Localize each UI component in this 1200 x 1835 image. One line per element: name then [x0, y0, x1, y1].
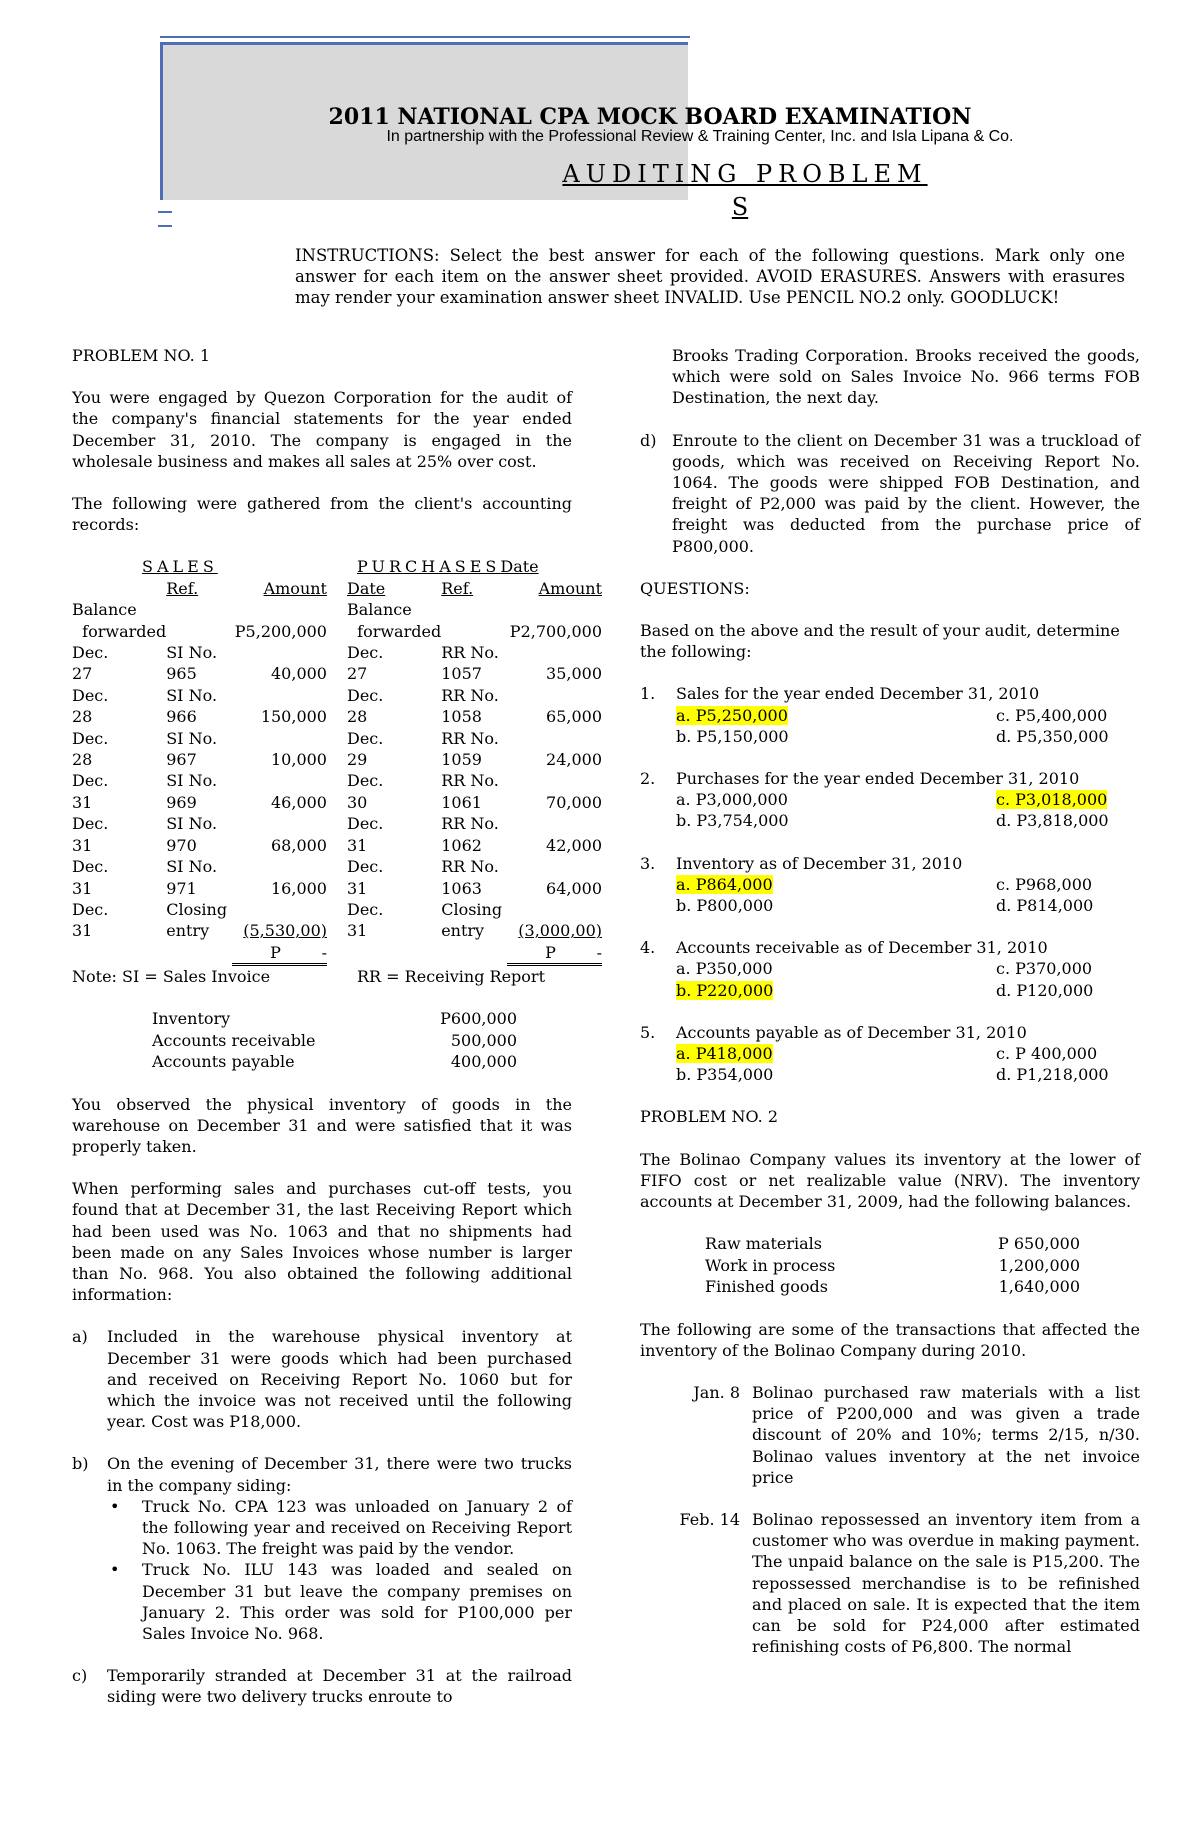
purchases-cell: RR No. [441, 857, 499, 877]
problem1-intro: You were engaged by Quezon Corporation for the audit of the company's financial statements for the year ended December 31, 2010. The company is engaged in the wholesale business and makes all sales at 25% over cost. [72, 388, 572, 471]
transaction-date: Feb. 14 [679, 1509, 740, 1529]
purchases-heading: PURCHASES [356, 557, 501, 577]
balance-row [705, 1233, 1080, 1254]
item-a-label: a) [72, 1327, 88, 1347]
ledger-row [72, 706, 602, 727]
question-text: Sales for the year ended December 31, 2010 [676, 684, 1040, 704]
answer-option-a: a. P5,250,000 [676, 705, 788, 725]
balances-table [152, 1008, 517, 1072]
ledger-rows [72, 599, 602, 964]
question-number: 1. [640, 684, 656, 704]
sales-cell: P5,200,000 [234, 621, 327, 641]
answer-option-a: a. P864,000 [676, 874, 773, 894]
balance-value: P600,000 [440, 1009, 517, 1029]
balance-value: 1,640,000 [998, 1277, 1080, 1297]
balance-value: 400,000 [450, 1052, 517, 1072]
sales-cell: entry [166, 921, 210, 941]
ledger-row [72, 663, 602, 684]
purchases-cell [507, 685, 602, 706]
sales-cell: Dec. [72, 728, 109, 748]
item-d [640, 430, 1140, 557]
balance-row [152, 1051, 517, 1072]
sales-cell: 967 [166, 750, 197, 770]
sales-cell: (5,530,00) [243, 921, 327, 941]
header-dash [158, 225, 172, 227]
purchases-cell [507, 856, 602, 877]
sales-cell: 150,000 [260, 707, 327, 727]
purchases-cell: Dec. [346, 814, 384, 834]
balance-row [152, 1030, 517, 1051]
problem1-heading: PROBLEM NO. 1 [72, 346, 210, 365]
sales-cell: 28 [72, 750, 93, 770]
ledger-row [72, 856, 602, 877]
purchases-cell: 1061 [441, 792, 482, 812]
sales-cell: 68,000 [271, 835, 327, 855]
purchases-cell: 28 [346, 707, 368, 727]
sales-amount-heading: Amount [263, 578, 327, 598]
sales-cell [232, 599, 327, 620]
sales-cell [166, 942, 231, 965]
question-number: 5. [640, 1022, 656, 1042]
sales-cell: 16,000 [271, 878, 327, 898]
purchases-cell [507, 770, 602, 791]
sales-cell: 28 [72, 707, 93, 727]
sales-cell: 969 [166, 792, 197, 812]
ledger-row [72, 813, 602, 834]
balance-value: P 650,000 [997, 1234, 1080, 1254]
purchases-cell [507, 728, 602, 749]
purchases-cell [507, 599, 602, 620]
sales-cell: 965 [166, 664, 197, 684]
ledger-row [72, 685, 602, 706]
sales-cell: SI No. [166, 771, 218, 791]
purchases-cell: 27 [346, 664, 368, 684]
balance-label: Accounts receivable [152, 1030, 316, 1050]
questions-intro: Based on the above and the result of your audit, determine the following: [640, 621, 1120, 662]
ledger-row [72, 942, 602, 965]
answer-option-c: c. P968,000 [996, 874, 1093, 894]
sales-cell: 31 [72, 835, 93, 855]
ledger-row [72, 642, 602, 663]
purchases-cell [507, 642, 602, 663]
purchases-cell: 1059 [441, 750, 482, 770]
sales-cell: 40,000 [271, 664, 327, 684]
answer-option-a: a. P3,000,000 [676, 790, 788, 810]
ledger-row [72, 899, 602, 920]
purchases-cell: 1057 [441, 664, 482, 684]
sales-cell: 970 [166, 835, 197, 855]
purchases-cell [507, 899, 602, 920]
ledger-row [72, 792, 602, 813]
answer-option-d: d. P5,350,000 [996, 726, 1109, 746]
sales-cell: Dec. [72, 771, 109, 791]
question-item [640, 683, 1140, 747]
answer-option-a: a. P418,000 [676, 1044, 773, 1064]
item-b-bullet: • Truck No. ILU 143 was loaded and sealed on December 31 but leave the company premises on January 2. This order was sold for P100,000 per Sales Invoice No. 968. [142, 1559, 572, 1644]
sales-cell: Closing [166, 899, 228, 919]
problem1-gathered: The following were gathered from the client's accounting records: [72, 494, 572, 535]
sales-cell: Dec. [72, 685, 109, 705]
question-number: 3. [640, 853, 656, 873]
transaction-text: Bolinao purchased raw materials with a list price of P200,000 and was given a trade discount of 20% and 10%; terms 2/15, n/30. Bolinao values inventory at the net invoice price [752, 1382, 1140, 1487]
purchases-cell: Dec. [346, 685, 384, 705]
sales-cell [72, 942, 166, 965]
answer-option-c: c. P370,000 [996, 959, 1093, 979]
answer-option-c: c. P 400,000 [996, 1044, 1098, 1064]
answer-option-b: b. P220,000 [676, 980, 774, 1000]
question-item [640, 937, 1140, 1001]
purchases-cell: 30 [346, 792, 368, 812]
item-d-label: d) [640, 430, 657, 450]
purchases-cell: 1062 [441, 835, 482, 855]
answer-option-c: c. P5,400,000 [996, 705, 1108, 725]
item-a [72, 1326, 572, 1432]
purchases-cell: P2,700,000 [509, 621, 602, 641]
purchases-cell [441, 599, 506, 620]
sales-cell: 27 [72, 664, 93, 684]
ledger-row [72, 749, 602, 770]
sales-cell: 31 [72, 921, 93, 941]
balance-label: Work in process [705, 1255, 836, 1275]
question-text: Accounts payable as of December 31, 2010 [676, 1022, 1027, 1042]
right-column [640, 345, 1140, 1657]
purchases-cell: 70,000 [546, 792, 602, 812]
purchases-cell: 31 [346, 878, 368, 898]
question-item [640, 1022, 1140, 1086]
question-number: 4. [640, 938, 656, 958]
item-c-text: Temporarily stranded at December 31 at the railroad siding were two delivery trucks enroute to [107, 1666, 572, 1707]
problem1-column [72, 345, 602, 1708]
purchases-cell: RR No. [441, 728, 499, 748]
purchases-cell: 31 [346, 921, 368, 941]
sales-cell: SI No. [166, 728, 218, 748]
purchases-cell: Dec. [346, 899, 384, 919]
balance-label: Raw materials [705, 1234, 822, 1254]
transaction-item [640, 1509, 1140, 1657]
question-text: Accounts receivable as of December 31, 2010 [676, 938, 1048, 958]
ledger-row [72, 835, 602, 856]
question-number: 2. [640, 769, 656, 789]
item-b [72, 1453, 572, 1644]
sales-cell [166, 621, 231, 642]
item-b-label: b) [72, 1454, 89, 1474]
answer-option-a: a. P350,000 [676, 959, 773, 979]
sales-cell: Balance [72, 600, 137, 620]
purchases-cell: Dec. [346, 643, 384, 663]
questions-list [640, 683, 1140, 1085]
sales-cell: Dec. [72, 643, 109, 663]
ledger-row [72, 728, 602, 749]
sales-cell [166, 599, 231, 620]
subject-heading-cont: S [731, 193, 749, 221]
answer-option-d: d. P3,818,000 [996, 811, 1109, 831]
item-b-bullet: • Truck No. CPA 123 was unloaded on January 2 of the following year and received on Receiving Report No. 1063. The freight was paid by the vendor. [142, 1496, 572, 1560]
ledger-row [72, 621, 602, 642]
balance-value: 1,200,000 [998, 1255, 1080, 1275]
purchases-cell: Dec. [346, 728, 384, 748]
purchases-cell: P - [507, 942, 602, 965]
sales-cell [232, 728, 327, 749]
question-text: Purchases for the year ended December 31, 2010 [676, 769, 1080, 789]
sales-cell [232, 856, 327, 877]
problem2-intro: The Bolinao Company values its inventory at the lower of FIFO cost or net realizable value (NRV). The inventory accounts at December 31, 2009, had the following balances. [640, 1149, 1140, 1212]
purchases-cell [507, 813, 602, 834]
purchases-cell: forwarded [346, 621, 442, 641]
sales-cell: 971 [166, 878, 197, 898]
purchases-cell: 42,000 [546, 835, 602, 855]
subject-heading: AUDITING PROBLEM [562, 160, 928, 188]
item-c-continued: Brooks Trading Corporation. Brooks received the goods, which were sold on Sales Invoice No. 966 terms FOB Destination, the next day. [672, 346, 1140, 408]
sales-cell: forwarded [72, 621, 167, 641]
purchases-cell: 35,000 [546, 664, 602, 684]
sales-cell: Dec. [72, 857, 109, 877]
questions-heading: QUESTIONS: [640, 578, 750, 598]
transaction-text: Bolinao repossessed an inventory item from a customer who was overdue in making payment. The unpaid balance on the sale is P15,200. The repossessed merchandise is to be refinished and placed on sale. It is expected that the item can be sold for P24,000 after estimated refinishing costs of P6,800. The normal [752, 1509, 1140, 1657]
observed-paragraph: You observed the physical inventory of goods in the warehouse on December 31 and were satisfied that it was properly taken. [72, 1094, 572, 1156]
question-item [640, 768, 1140, 832]
question-item [640, 853, 1140, 917]
purchases-cell: RR No. [441, 685, 499, 705]
ledger-row [72, 599, 602, 620]
header-rule [160, 36, 690, 38]
sales-cell [232, 770, 327, 791]
instructions: INSTRUCTIONS: Select the best answer for each of the following questions. Mark only one answer for each item on the answer sheet provided. AVOID ERASURES. Answers with erasures may render your examination answer sheet INVALID. Use PENCIL NO.2 only. GOODLUCK! [295, 246, 1125, 307]
answer-option-d: d. P120,000 [996, 980, 1094, 1000]
question-text: Inventory as of December 31, 2010 [676, 853, 963, 873]
item-c-label: c) [72, 1666, 88, 1686]
answer-option-b: b. P3,754,000 [676, 811, 789, 831]
sales-cell: 31 [72, 792, 93, 812]
purchases-cell: 31 [346, 835, 368, 855]
item-b-text: On the evening of December 31, there were two trucks in the company siding: [107, 1454, 572, 1495]
purchases-cell [441, 621, 506, 642]
ledger-row [72, 878, 602, 899]
sales-cell [232, 813, 327, 834]
ledger-row [72, 920, 602, 941]
sales-cell: P - [232, 942, 327, 965]
sales-cell: 10,000 [271, 750, 327, 770]
balance-label: Accounts payable [152, 1052, 295, 1072]
purchases-cell: RR No. [441, 814, 499, 834]
ledger-note [72, 966, 572, 987]
purchases-cell: RR No. [441, 643, 499, 663]
ledger-row [72, 770, 602, 791]
sales-cell: SI No. [166, 643, 218, 663]
balance-row [705, 1255, 1080, 1276]
purchases-cell: 29 [346, 750, 368, 770]
ledger-table [72, 556, 602, 966]
balance-value: 500,000 [450, 1030, 517, 1050]
balance-row [152, 1008, 517, 1029]
exam-title: 2011 NATIONAL CPA MOCK BOARD EXAMINATION [328, 104, 972, 130]
balance-label: Inventory [152, 1009, 231, 1029]
purchases-cell: (3,000,00) [518, 921, 602, 941]
sales-heading: SALES [142, 557, 218, 577]
answer-option-d: d. P1,218,000 [996, 1065, 1109, 1085]
sales-cell: 31 [72, 878, 93, 898]
purchases-cell [327, 942, 441, 965]
sales-cell [232, 642, 327, 663]
purchases-cell [441, 942, 506, 965]
answer-option-b: b. P800,000 [676, 896, 774, 916]
date-heading-top: Date [500, 557, 539, 577]
answer-option-b: b. P5,150,000 [676, 726, 789, 746]
sales-cell: 46,000 [271, 792, 327, 812]
purchases-cell: 1063 [441, 878, 482, 898]
sales-cell: Dec. [72, 814, 109, 834]
purchases-cell: Closing [441, 899, 503, 919]
sales-cell: SI No. [166, 814, 218, 834]
purchases-cell: Balance [346, 600, 412, 620]
sales-cell [232, 899, 327, 920]
note-si: Note: SI = Sales Invoice [72, 967, 271, 987]
sales-cell [232, 685, 327, 706]
purchases-cell: 64,000 [546, 878, 602, 898]
transaction-item [640, 1382, 1140, 1488]
sales-ref-heading: Ref. [166, 578, 199, 598]
purchases-cell: RR No. [441, 771, 499, 791]
transaction-date: Jan. 8 [693, 1382, 740, 1402]
item-c [72, 1665, 572, 1707]
transactions-intro: The following are some of the transactions that affected the inventory of the Bolinao Company during 2010. [640, 1319, 1140, 1360]
purchases-cell: 65,000 [546, 707, 602, 727]
problem2-heading: PROBLEM NO. 2 [640, 1107, 778, 1127]
problem2-balances [705, 1233, 1080, 1297]
note-rr: RR = Receiving Report [357, 967, 545, 987]
purchases-cell: 1058 [441, 707, 482, 727]
balance-row [705, 1276, 1080, 1297]
answer-option-c: c. P3,018,000 [996, 790, 1108, 810]
sales-cell: 966 [166, 707, 197, 727]
answer-option-d: d. P814,000 [996, 896, 1094, 916]
sales-cell: Dec. [72, 899, 109, 919]
balance-label: Finished goods [705, 1277, 828, 1297]
purchases-cell: entry [441, 921, 485, 941]
sales-cell: SI No. [166, 857, 218, 877]
exam-subtitle: In partnership with the Professional Review & Training Center, Inc. and Isla Lipana & Co. [386, 128, 1014, 145]
purchases-cell: Dec. [346, 857, 384, 877]
header-dash [158, 211, 172, 213]
purchases-cell: 24,000 [546, 750, 602, 770]
purchases-amount-heading: Amount [538, 578, 602, 598]
cutoff-paragraph: When performing sales and purchases cut-off tests, you found that at December 31, the last Receiving Report which had been used was No. 1063 and that no shipments had been made on any Sales Invoices whose number is larger than No. 968. You also obtained the following additional information: [72, 1179, 572, 1305]
sales-cell: SI No. [166, 685, 218, 705]
item-a-text: Included in the warehouse physical inventory at December 31 were goods which had been purchased and received on Receiving Report No. 1060 but for which the invoice was not received until the following year. Cost was P18,000. [107, 1327, 572, 1432]
purchases-date-heading: Date [346, 578, 386, 598]
purchases-ref-heading: Ref. [441, 578, 474, 598]
purchases-cell: Dec. [346, 771, 384, 791]
item-d-text: Enroute to the client on December 31 was a truckload of goods, which was received on Receiving Report No. 1064. The goods were shipped FOB Destination, and freight of P2,000 was paid by the client. However, the freight was deducted from the purchase price of P800,000. [672, 430, 1140, 556]
answer-option-b: b. P354,000 [676, 1065, 774, 1085]
